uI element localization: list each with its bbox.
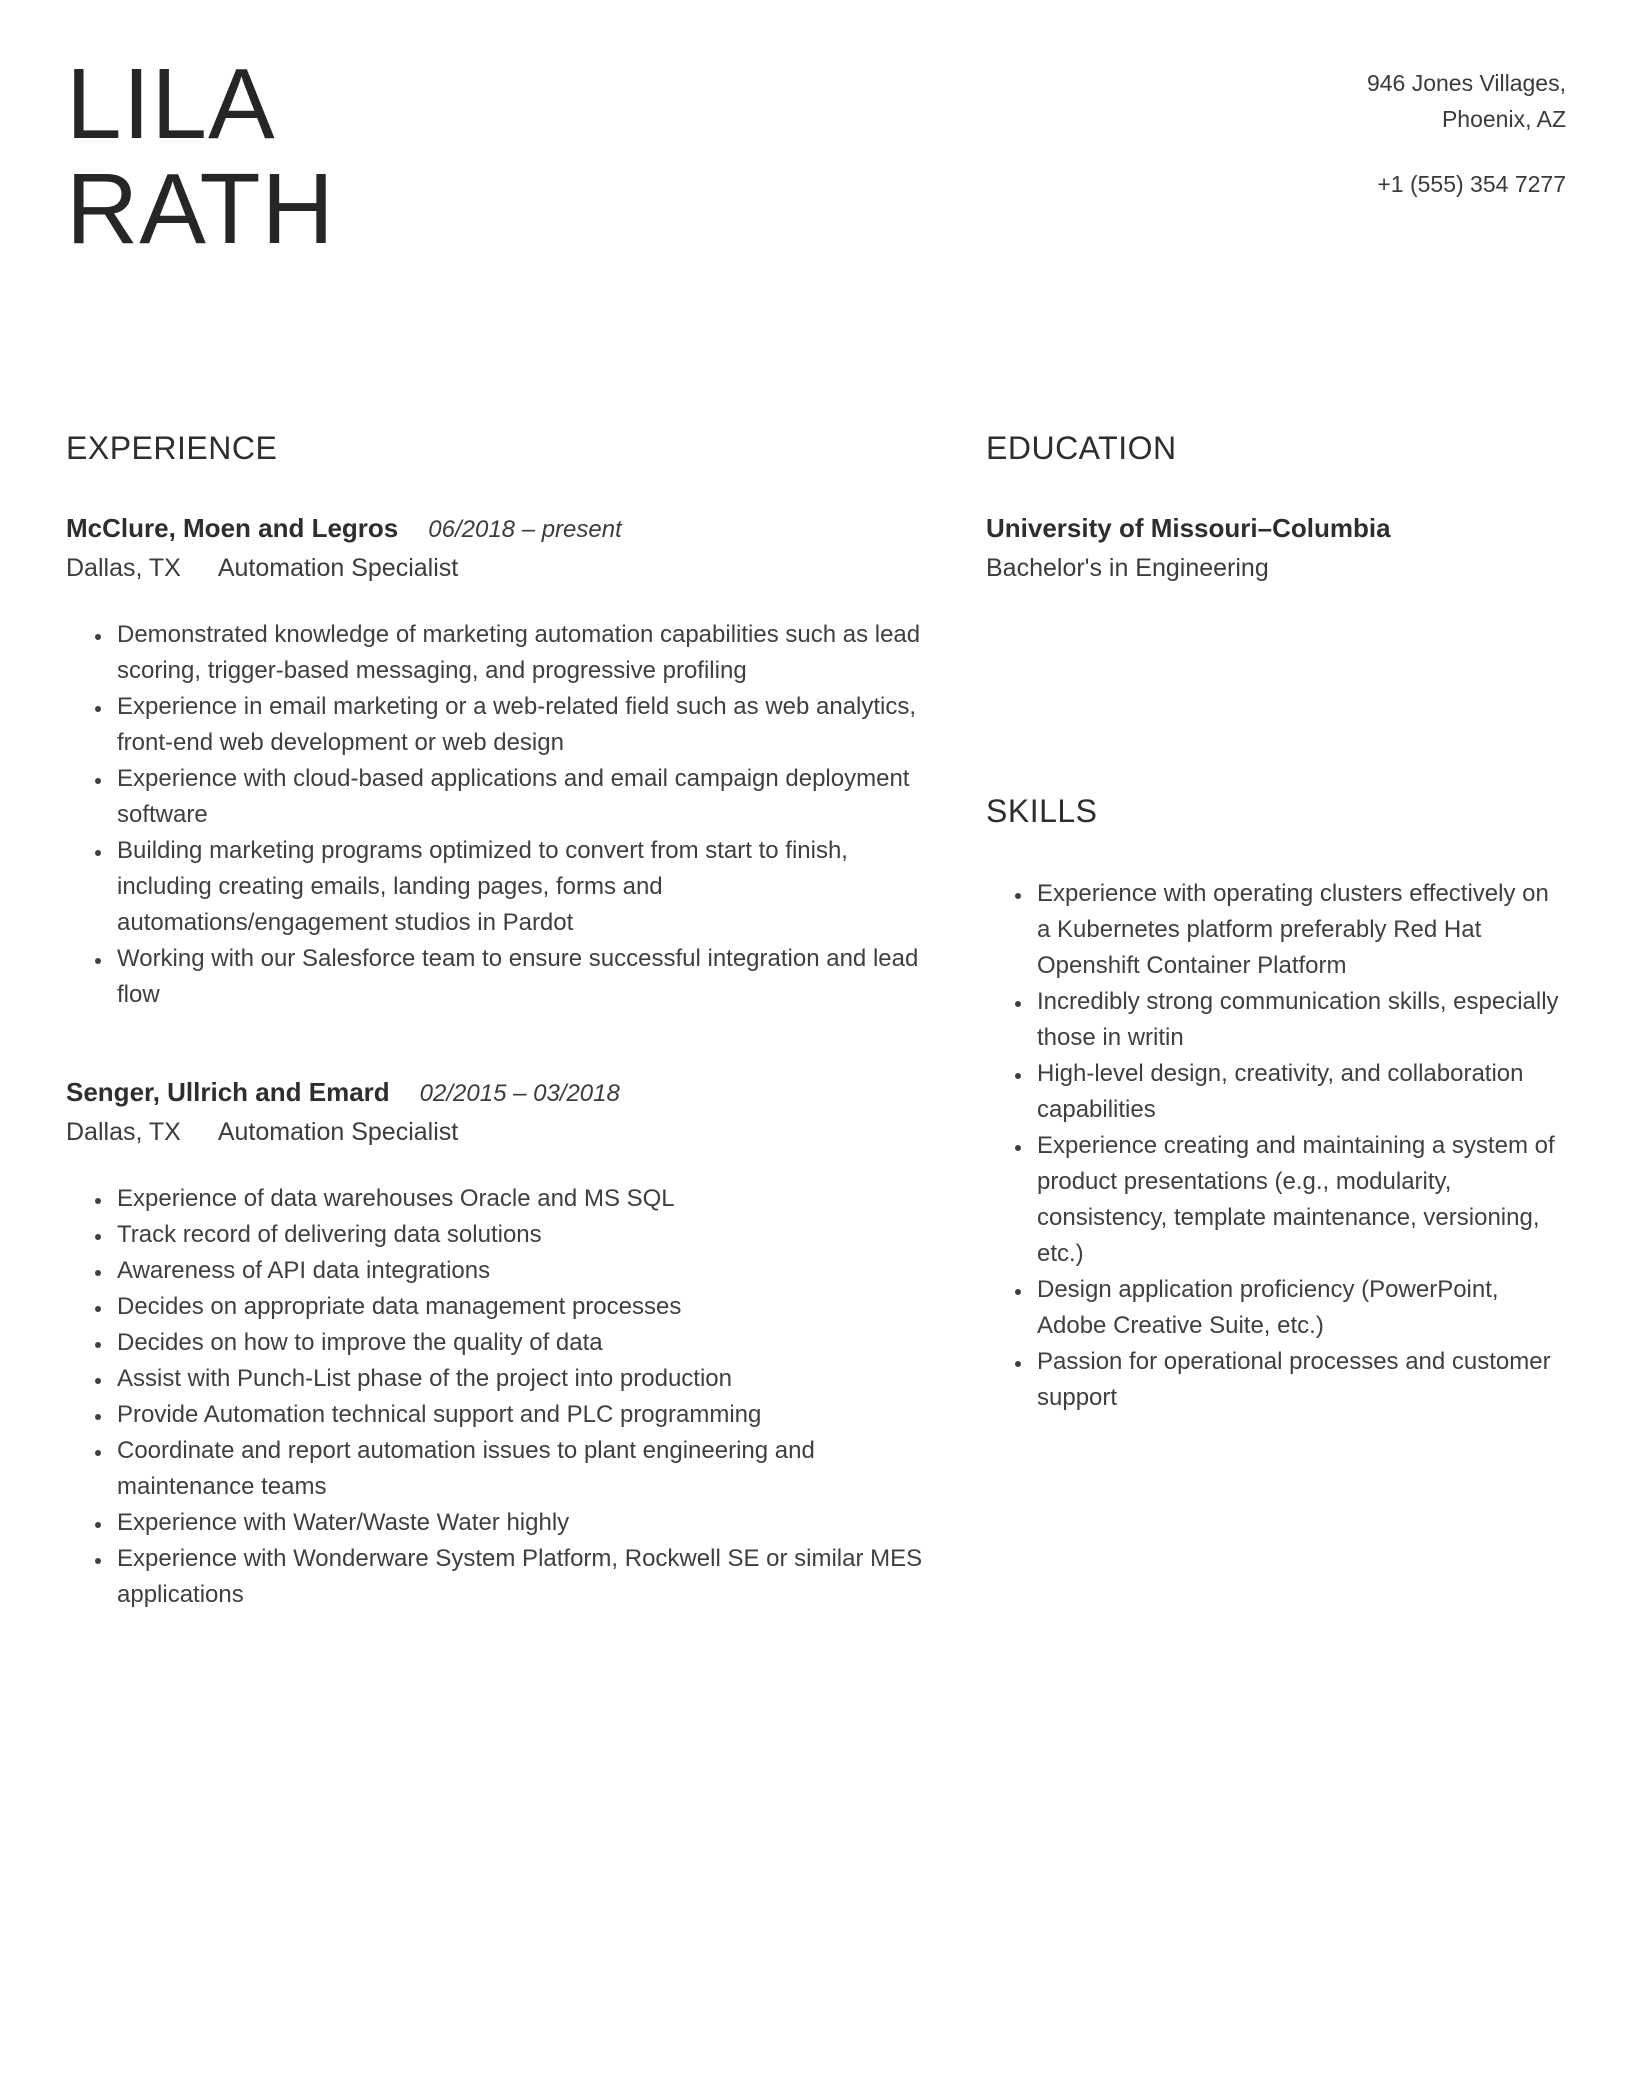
job-role: Automation Specialist bbox=[217, 554, 459, 582]
job-subheader bbox=[66, 1118, 930, 1147]
candidate-first-name: LILA bbox=[66, 48, 276, 160]
job-location: Dallas, TX bbox=[66, 1118, 181, 1146]
job-bullet: • Demonstrated knowledge of marketing automation capabilities such as lead scoring, trigger-based messaging, and progressive profiling bbox=[113, 617, 930, 689]
resume-header bbox=[66, 48, 1566, 265]
job-bullet: • Track record of delivering data solutions bbox=[113, 1217, 930, 1253]
job-bullet: • Decides on how to improve the quality of data bbox=[113, 1325, 930, 1361]
job-bullet-list bbox=[66, 1181, 930, 1613]
skill-item: • Experience with operating clusters effectively on a Kubernetes platform preferably Red Hat Openshift Container Platform bbox=[1033, 876, 1566, 984]
right-column bbox=[986, 430, 1566, 1613]
contact-phone: +1 (555) 354 7277 bbox=[1377, 171, 1566, 198]
experience-entry bbox=[66, 513, 930, 1013]
job-bullet: • Experience with Wonderware System Platform, Rockwell SE or similar MES applications bbox=[113, 1541, 930, 1613]
school-name: University of Missouri–Columbia bbox=[986, 513, 1391, 543]
candidate-last-name: RATH bbox=[66, 153, 335, 265]
skill-item: • Incredibly strong communication skills, especially those in writin bbox=[1033, 984, 1566, 1056]
job-bullet: • Assist with Punch-List phase of the project into production bbox=[113, 1361, 930, 1397]
contact-info bbox=[1367, 52, 1566, 203]
company-name: Senger, Ullrich and Emard bbox=[66, 1077, 390, 1107]
job-header bbox=[66, 513, 930, 544]
job-dates: 02/2015 – 03/2018 bbox=[419, 1080, 620, 1107]
skill-item: • Experience creating and maintaining a system of product presentations (e.g., modularity, consistency, template maintenance, versioning, etc.) bbox=[1033, 1128, 1566, 1272]
skill-item: • Passion for operational processes and customer support bbox=[1033, 1344, 1566, 1416]
job-bullet: • Provide Automation technical support and PLC programming bbox=[113, 1397, 930, 1433]
experience-heading: EXPERIENCE bbox=[66, 430, 278, 466]
skills-list bbox=[986, 876, 1566, 1416]
resume-body bbox=[66, 430, 1566, 1613]
education-heading: EDUCATION bbox=[986, 430, 1177, 466]
experience-section bbox=[66, 430, 930, 1613]
skills-heading: SKILLS bbox=[986, 793, 1098, 829]
job-bullet: • Working with our Salesforce team to ensure successful integration and lead flow bbox=[113, 941, 930, 1013]
experience-entry bbox=[66, 1077, 930, 1613]
job-bullet: • Experience with cloud-based applications and email campaign deployment software bbox=[113, 761, 930, 833]
job-bullet-list bbox=[66, 617, 930, 1013]
job-bullet: • Experience in email marketing or a web-related field such as web analytics, front-end web development or web design bbox=[113, 689, 930, 761]
skill-item: • High-level design, creativity, and collaboration capabilities bbox=[1033, 1056, 1566, 1128]
job-bullet: • Awareness of API data integrations bbox=[113, 1253, 930, 1289]
contact-address-line2: Phoenix, AZ bbox=[1441, 105, 1566, 132]
job-bullet: • Experience with Water/Waste Water highly bbox=[113, 1505, 930, 1541]
job-bullet: • Decides on appropriate data management processes bbox=[113, 1289, 930, 1325]
skill-item: • Design application proficiency (PowerPoint, Adobe Creative Suite, etc.) bbox=[1033, 1272, 1566, 1344]
job-role: Automation Specialist bbox=[217, 1118, 459, 1146]
contact-address-line1: 946 Jones Villages, bbox=[1366, 70, 1566, 96]
company-name: McClure, Moen and Legros bbox=[66, 513, 399, 543]
job-subheader bbox=[66, 554, 930, 583]
degree-name: Bachelor's in Engineering bbox=[986, 554, 1269, 582]
job-bullet: • Coordinate and report automation issues to plant engineering and maintenance teams bbox=[113, 1433, 930, 1505]
job-location: Dallas, TX bbox=[66, 554, 181, 582]
job-bullet: • Experience of data warehouses Oracle and MS SQL bbox=[113, 1181, 930, 1217]
skills-section bbox=[986, 793, 1566, 1416]
job-bullet: • Building marketing programs optimized to convert from start to finish, including creating emails, landing pages, forms and automations/engagement studios in Pardot bbox=[113, 833, 930, 941]
job-dates: 06/2018 – present bbox=[428, 516, 622, 543]
job-header bbox=[66, 1077, 930, 1108]
candidate-name bbox=[66, 48, 335, 265]
education-section bbox=[986, 430, 1566, 583]
